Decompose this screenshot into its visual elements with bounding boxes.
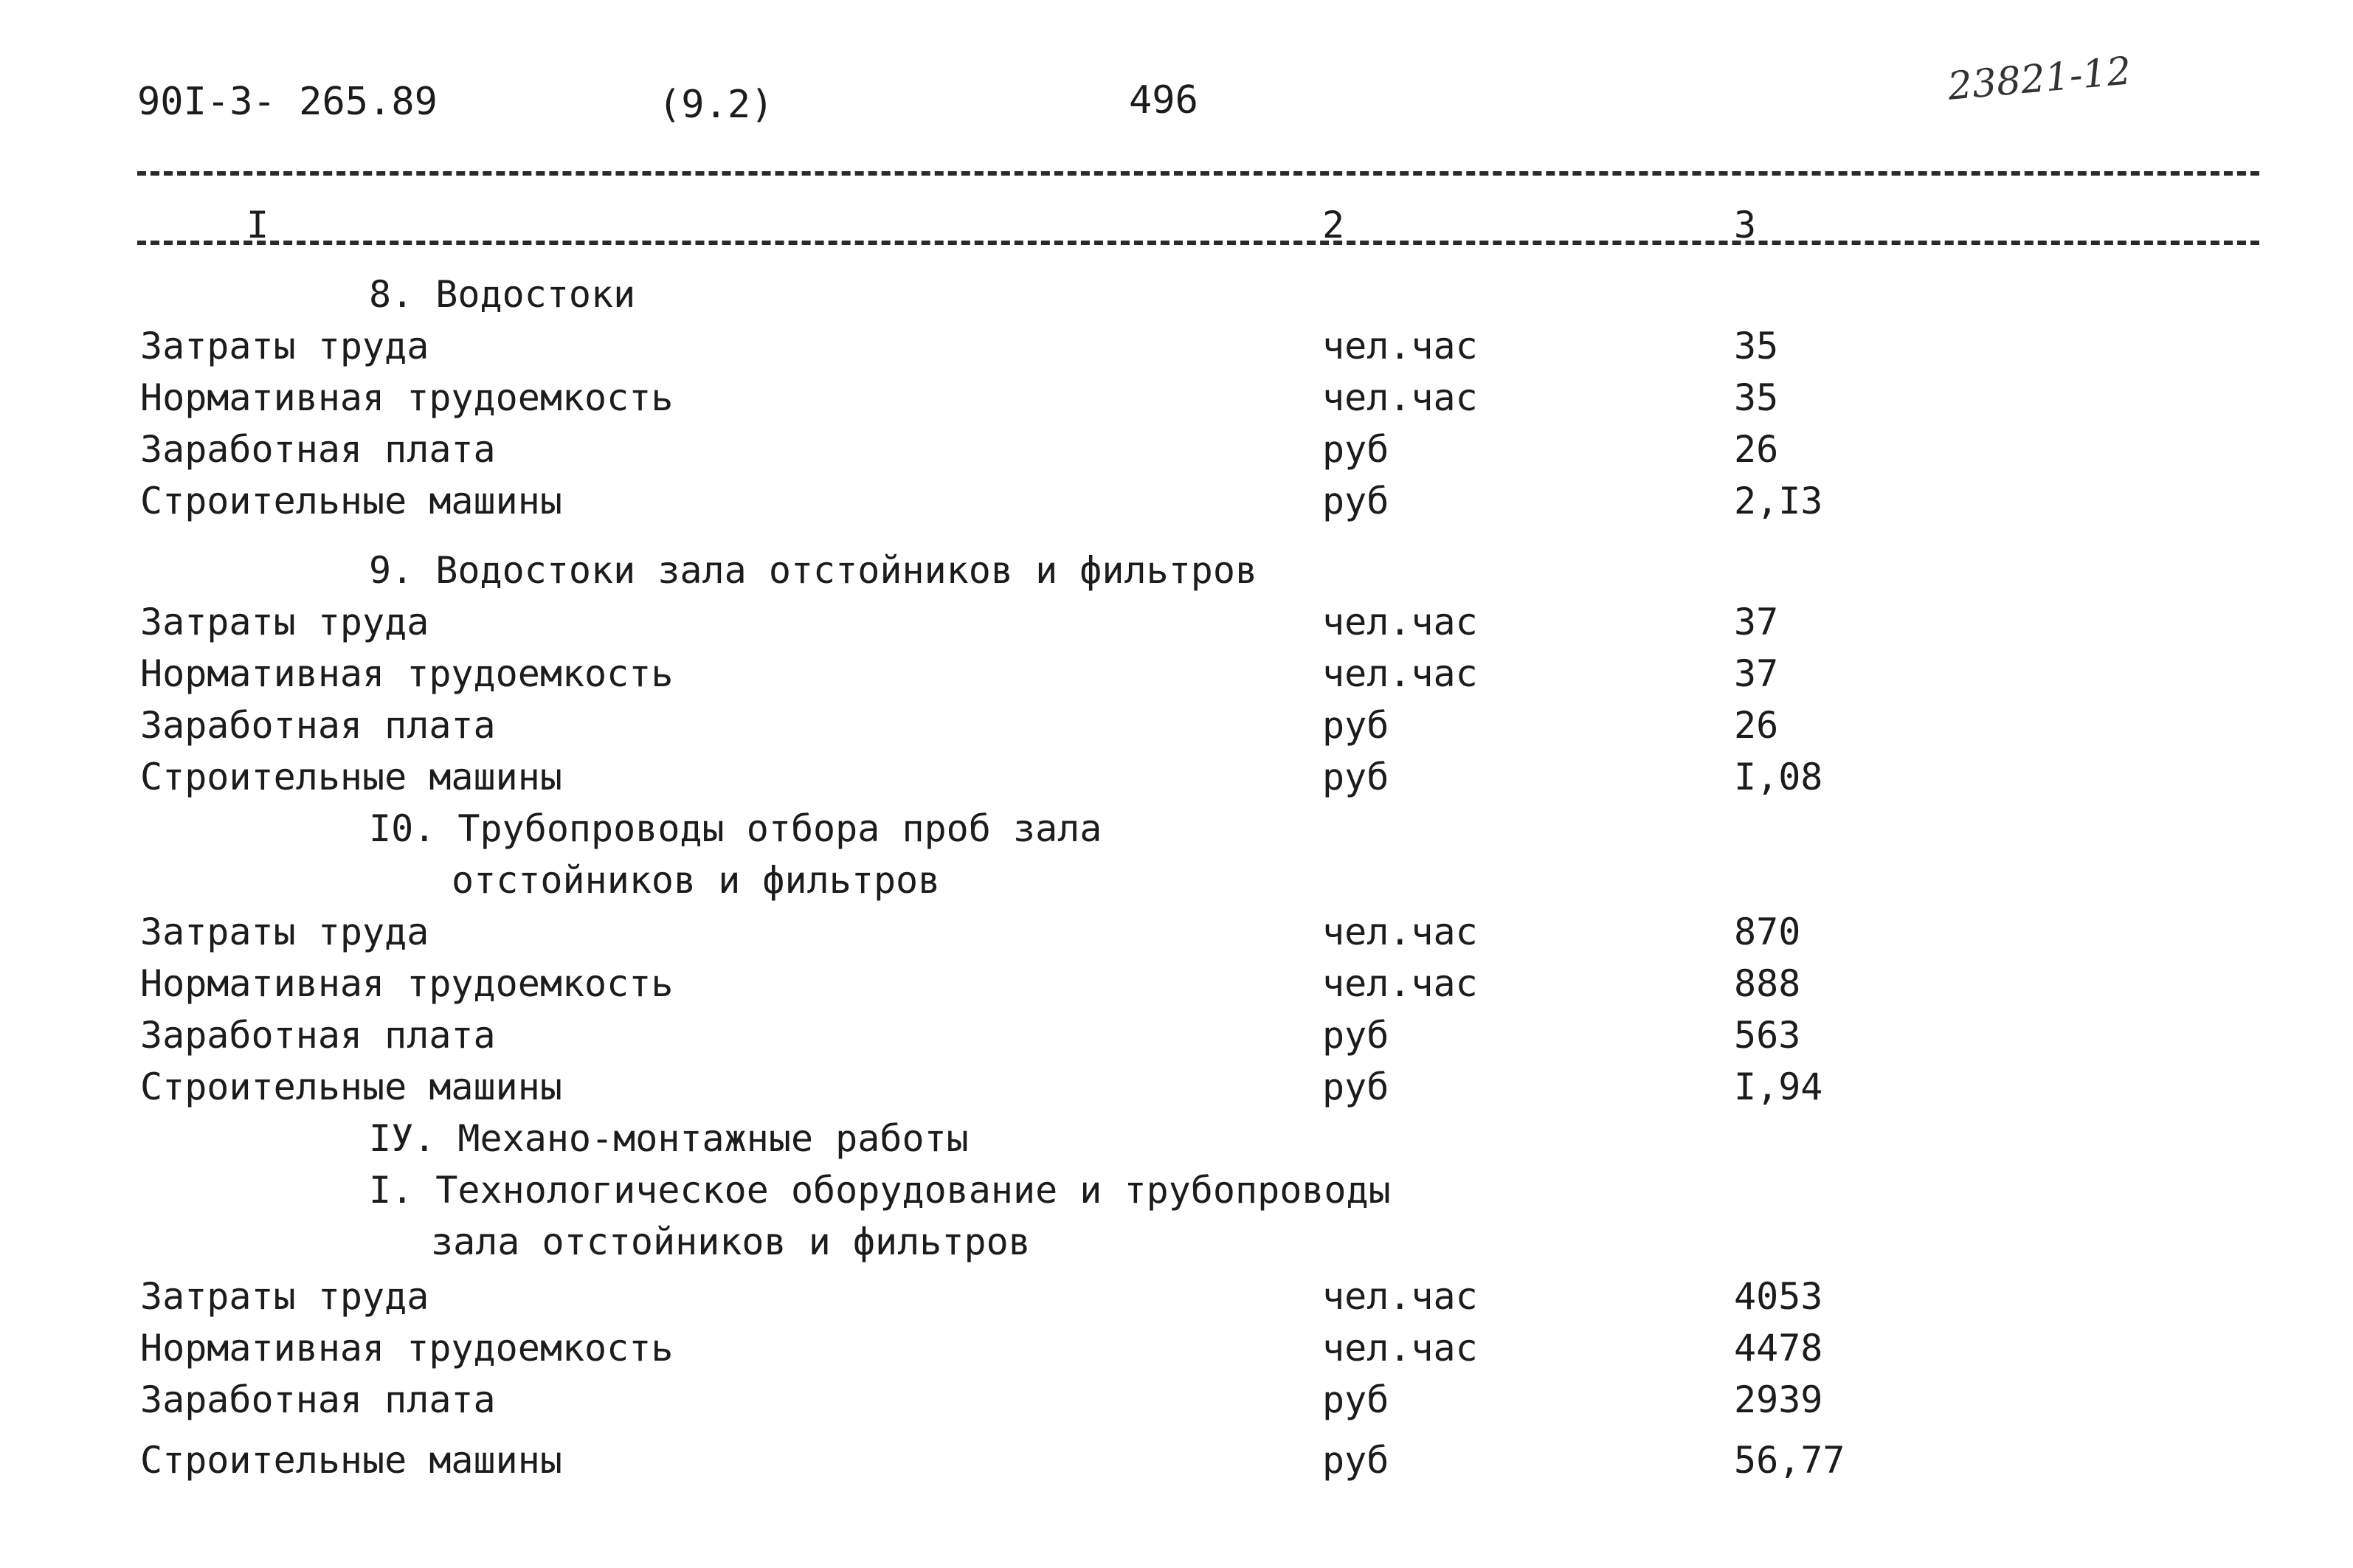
row-value: 37 [1734, 652, 1779, 695]
row-label: Заработная плата [140, 1378, 496, 1421]
row-unit: руб [1322, 1066, 1389, 1108]
row-unit: чел.час [1322, 376, 1478, 419]
row-value: 4053 [1734, 1275, 1823, 1318]
section-title: IУ. Механо-монтажные работы [369, 1117, 969, 1160]
row-label: Заработная плата [140, 428, 496, 471]
row-label: Затраты труда [140, 911, 429, 953]
section-number: (9.2) [658, 83, 774, 127]
row-unit: чел.час [1322, 962, 1478, 1005]
table-top-rule [137, 171, 2259, 176]
row-unit: руб [1322, 704, 1389, 747]
table-header-rule [137, 241, 2259, 245]
section-title-continued: отстойников и фильтров [452, 859, 941, 902]
row-unit: руб [1322, 480, 1389, 522]
subsection-title: I. Технологическое оборудование и трубопроводы [369, 1169, 1391, 1212]
section-title: 9. Водостоки зала отстойников и фильтров [369, 549, 1258, 592]
row-value: 26 [1734, 704, 1779, 747]
row-label: Нормативная трудоемкость [140, 1327, 674, 1370]
row-label: Заработная плата [140, 1014, 496, 1057]
row-unit: чел.час [1322, 652, 1478, 695]
page-number: 496 [1129, 78, 1198, 122]
row-value: 4478 [1734, 1327, 1823, 1370]
row-unit: руб [1322, 1378, 1389, 1421]
row-unit: руб [1322, 1439, 1389, 1482]
row-unit: руб [1322, 1014, 1389, 1057]
row-unit: чел.час [1322, 325, 1478, 367]
row-label: Затраты труда [140, 601, 429, 643]
row-label: Нормативная трудоемкость [140, 376, 674, 419]
row-value: 56,77 [1734, 1439, 1845, 1482]
row-value: 26 [1734, 428, 1779, 471]
row-value: 35 [1734, 376, 1779, 419]
row-unit: руб [1322, 428, 1389, 471]
row-label: Строительные машины [140, 1066, 562, 1108]
row-label: Затраты труда [140, 325, 429, 367]
row-value: 870 [1734, 911, 1801, 953]
document-code: 90I-3- 265.89 [137, 80, 438, 124]
row-unit: чел.час [1322, 601, 1478, 643]
row-value: 888 [1734, 962, 1801, 1005]
column-header-2: 2 [1322, 204, 1345, 246]
row-label: Затраты труда [140, 1275, 429, 1318]
row-unit: руб [1322, 756, 1389, 798]
section-title: I0. Трубопроводы отбора проб зала [369, 807, 1102, 850]
row-value: 2,I3 [1734, 480, 1823, 522]
row-value: 2939 [1734, 1378, 1823, 1421]
row-label: Строительные машины [140, 480, 562, 522]
row-unit: чел.час [1322, 1275, 1478, 1318]
column-header-3: 3 [1734, 204, 1757, 246]
row-value: 563 [1734, 1014, 1801, 1057]
row-label: Нормативная трудоемкость [140, 962, 674, 1005]
row-value: I,94 [1734, 1066, 1823, 1108]
column-header-1: I [246, 204, 269, 246]
subsection-title-continued: зала отстойников и фильтров [431, 1220, 1031, 1263]
row-label: Строительные машины [140, 1439, 562, 1482]
row-label: Строительные машины [140, 756, 562, 798]
row-value: I,08 [1734, 756, 1823, 798]
row-unit: чел.час [1322, 911, 1478, 953]
row-value: 35 [1734, 325, 1779, 367]
row-value: 37 [1734, 601, 1779, 643]
row-label: Нормативная трудоемкость [140, 652, 674, 695]
section-title: 8. Водостоки [369, 273, 636, 316]
handwritten-note: 23821-12 [1946, 49, 2133, 109]
row-unit: чел.час [1322, 1327, 1478, 1370]
row-label: Заработная плата [140, 704, 496, 747]
